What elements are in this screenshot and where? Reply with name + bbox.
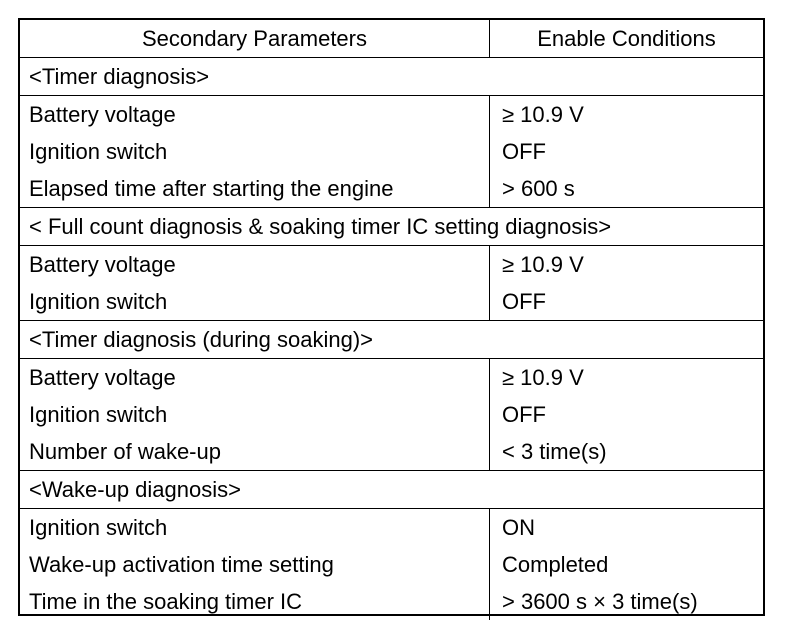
section-title: <Wake-up diagnosis> [29,477,241,502]
table-header [20,20,763,58]
param-cell: Battery voltage [20,246,490,283]
section-title-row [20,58,763,96]
condition-cell: OFF [502,402,546,427]
condition-cell: > 3600 s × 3 time(s) [502,589,698,614]
table-row [20,433,763,471]
table-row [20,359,763,396]
param-cell: Ignition switch [20,133,490,170]
table-row [20,96,763,133]
table-row [20,170,763,208]
table-row [20,546,763,583]
header-secondary-parameters: Secondary Parameters [20,20,490,57]
section-title-row [20,471,763,509]
condition-cell: ≥ 10.9 V [502,102,584,127]
condition-cell: ≥ 10.9 V [502,365,584,390]
condition-cell: OFF [502,289,546,314]
header-enable-conditions: Enable Conditions [537,26,716,51]
param-cell: Number of wake-up [20,433,490,470]
param-cell: Ignition switch [20,509,490,546]
section-title: <Timer diagnosis (during soaking)> [29,327,374,352]
condition-cell: ≥ 10.9 V [502,252,584,277]
condition-cell: OFF [502,139,546,164]
condition-cell: < 3 time(s) [502,439,607,464]
section-title-row [20,208,763,246]
param-cell: Ignition switch [20,396,490,433]
condition-cell: ON [502,515,535,540]
param-cell: Time in the soaking timer IC [20,583,490,620]
section-title-row [20,321,763,359]
param-cell: Ignition switch [20,283,490,320]
param-cell: Wake-up activation time setting [20,546,490,583]
table-row [20,246,763,283]
param-cell: Battery voltage [20,96,490,133]
param-cell: Battery voltage [20,359,490,396]
table-row [20,283,763,321]
table-row [20,396,763,433]
table-row [20,583,763,620]
condition-cell: Completed [502,552,609,577]
enable-conditions-table [18,18,765,616]
section-title: < Full count diagnosis & soaking timer IC setting diagnosis> [29,214,612,239]
section-title: <Timer diagnosis> [29,64,210,89]
table-row [20,509,763,546]
param-cell: Elapsed time after starting the engine [20,170,490,207]
table-row [20,133,763,170]
condition-cell: > 600 s [502,176,575,201]
